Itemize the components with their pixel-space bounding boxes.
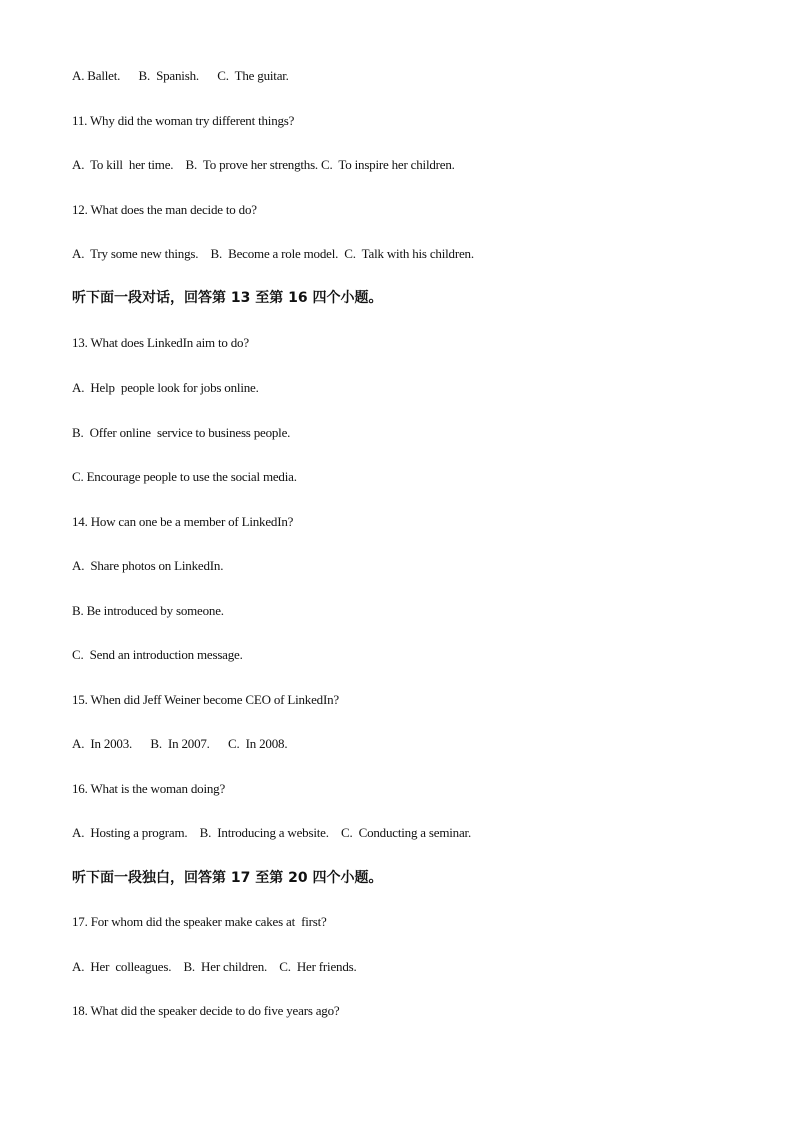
q13-option-a: A. Help people look for jobs online. — [72, 380, 259, 395]
q12-options: A. Try some new things. B. Become a role model. C. Talk with his children. — [72, 246, 474, 261]
question-12: 12. What does the man decide to do? — [72, 202, 257, 217]
question-15: 15. When did Jeff Weiner become CEO of LinkedIn? — [72, 692, 339, 707]
q10-options: A. Ballet. B. Spanish. C. The guitar. — [72, 68, 289, 83]
question-18: 18. What did the speaker decide to do five years ago? — [72, 1003, 340, 1018]
section-heading-dialogue: 听下面一段对话，回答第 13 至第 16 四个小题。 — [72, 290, 383, 306]
q17-options: A. Her colleagues. B. Her children. C. Her friends. — [72, 959, 357, 974]
q14-option-c: C. Send an introduction message. — [72, 647, 243, 662]
question-17: 17. For whom did the speaker make cakes at first? — [72, 914, 327, 929]
question-11: 11. Why did the woman try different things? — [72, 113, 295, 128]
section-heading-monologue: 听下面一段独白，回答第 17 至第 20 四个小题。 — [72, 870, 383, 886]
q14-option-a: A. Share photos on LinkedIn. — [72, 558, 224, 573]
q14-option-b: B. Be introduced by someone. — [72, 603, 224, 618]
question-14: 14. How can one be a member of LinkedIn? — [72, 514, 294, 529]
question-13: 13. What does LinkedIn aim to do? — [72, 335, 249, 350]
q13-option-c: C. Encourage people to use the social media. — [72, 469, 297, 484]
q11-options: A. To kill her time. B. To prove her strengths. C. To inspire her children. — [72, 157, 455, 172]
q16-options: A. Hosting a program. B. Introducing a website. C. Conducting a seminar. — [72, 825, 472, 840]
question-16: 16. What is the woman doing? — [72, 781, 226, 796]
q15-options: A. In 2003. B. In 2007. C. In 2008. — [72, 736, 288, 751]
q13-option-b: B. Offer online service to business people. — [72, 425, 291, 440]
